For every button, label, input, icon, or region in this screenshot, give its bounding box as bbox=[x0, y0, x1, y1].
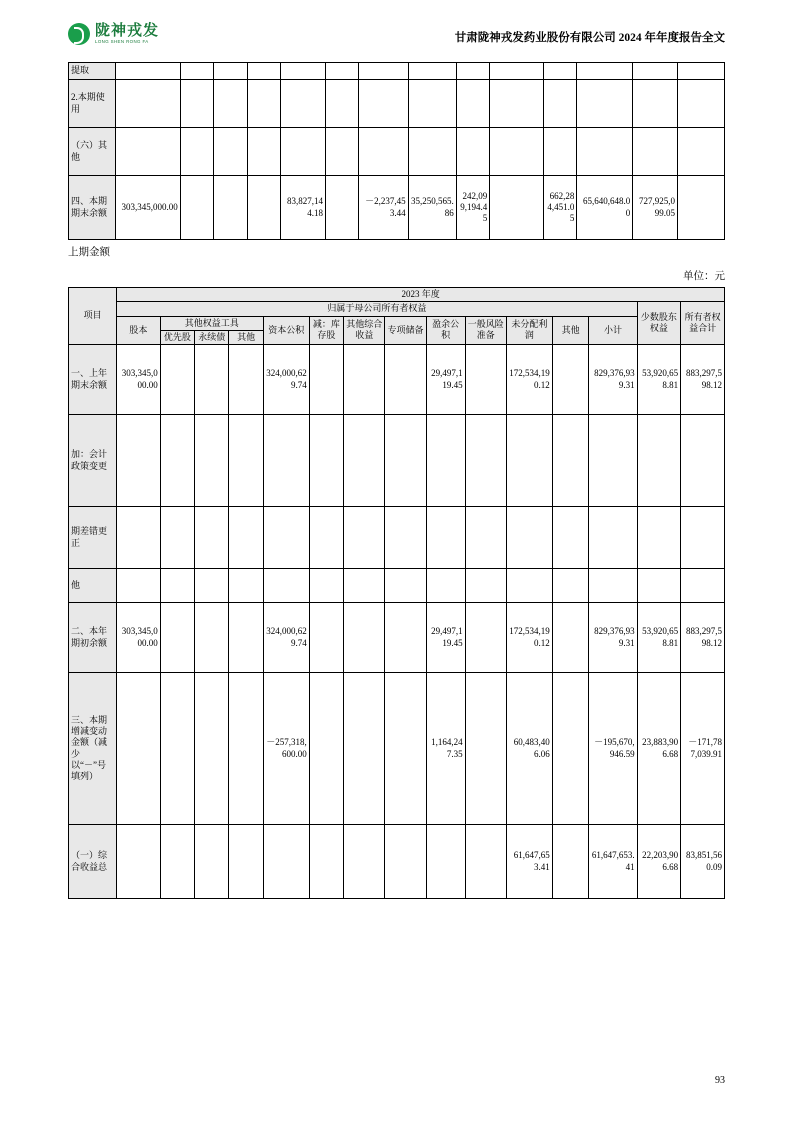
cell bbox=[589, 507, 637, 569]
cell bbox=[408, 128, 456, 176]
cell bbox=[589, 415, 637, 507]
cell: 324,000,629.74 bbox=[263, 603, 309, 673]
cell: 61,647,653.41 bbox=[506, 825, 552, 899]
row-label: 期差错更正 bbox=[69, 507, 117, 569]
group-header-other-equity-instruments: 其他权益工具 bbox=[160, 316, 263, 330]
cell bbox=[195, 673, 229, 825]
cell bbox=[490, 63, 544, 80]
cell bbox=[359, 63, 408, 80]
cell: －2,237,453.44 bbox=[359, 176, 408, 240]
cell bbox=[637, 507, 681, 569]
cell bbox=[325, 176, 359, 240]
cell: 324,000,629.74 bbox=[263, 345, 309, 415]
column-header-undistributed-profit: 未分配利润 bbox=[506, 316, 552, 345]
cell bbox=[309, 507, 343, 569]
cell bbox=[344, 507, 385, 569]
cell bbox=[115, 80, 180, 128]
cell bbox=[263, 507, 309, 569]
cell bbox=[385, 507, 426, 569]
cell: 23,883,906.68 bbox=[637, 673, 681, 825]
cell bbox=[344, 415, 385, 507]
table-row bbox=[69, 63, 725, 80]
table-row bbox=[69, 569, 725, 603]
cell bbox=[465, 569, 506, 603]
cell bbox=[552, 415, 589, 507]
cell bbox=[247, 63, 281, 80]
cell: 61,647,653.41 bbox=[589, 825, 637, 899]
cell bbox=[426, 825, 465, 899]
cell bbox=[552, 603, 589, 673]
cell bbox=[552, 569, 589, 603]
cell bbox=[456, 128, 490, 176]
row-label: 他 bbox=[69, 569, 117, 603]
cell bbox=[385, 673, 426, 825]
cell: 303,345,000.00 bbox=[117, 603, 161, 673]
column-header-less-treasury: 减：库存股 bbox=[309, 316, 343, 345]
cell bbox=[247, 80, 281, 128]
cell bbox=[195, 603, 229, 673]
cell bbox=[229, 603, 263, 673]
year-header: 2023 年度 bbox=[117, 288, 725, 302]
cell bbox=[195, 345, 229, 415]
cell bbox=[195, 825, 229, 899]
cell bbox=[677, 63, 724, 80]
cell bbox=[408, 80, 456, 128]
cell bbox=[490, 80, 544, 128]
cell bbox=[589, 569, 637, 603]
cell bbox=[633, 128, 678, 176]
cell bbox=[506, 415, 552, 507]
cell: 883,297,598.12 bbox=[681, 345, 725, 415]
logo-text bbox=[95, 24, 159, 44]
cell bbox=[408, 63, 456, 80]
cell: －171,787,039.91 bbox=[681, 673, 725, 825]
cell bbox=[677, 176, 724, 240]
cell bbox=[309, 569, 343, 603]
cell: 172,534,190.12 bbox=[506, 603, 552, 673]
cell bbox=[117, 825, 161, 899]
cell: 727,925,099.05 bbox=[633, 176, 678, 240]
cell bbox=[506, 569, 552, 603]
column-header-general-risk: 一般风险准备 bbox=[465, 316, 506, 345]
cell bbox=[552, 345, 589, 415]
column-header-perpetual: 永续债 bbox=[195, 330, 229, 344]
row-label: 一、上年期末余额 bbox=[69, 345, 117, 415]
column-header-subtotal: 小计 bbox=[589, 316, 637, 345]
cell bbox=[160, 569, 194, 603]
cell bbox=[325, 80, 359, 128]
cell: 22,203,906.68 bbox=[637, 825, 681, 899]
cell: 242,099,194.45 bbox=[456, 176, 490, 240]
cell bbox=[577, 80, 633, 128]
cell bbox=[214, 63, 248, 80]
cell: －195,670,946.59 bbox=[589, 673, 637, 825]
cell bbox=[180, 176, 214, 240]
cell bbox=[117, 415, 161, 507]
cell bbox=[247, 176, 281, 240]
logo-mark-icon bbox=[68, 23, 90, 45]
unit-note: 单位：元 bbox=[683, 271, 725, 282]
table-row bbox=[69, 345, 725, 415]
cell bbox=[214, 80, 248, 128]
column-header-other-instrument: 其他 bbox=[229, 330, 263, 344]
cell bbox=[552, 673, 589, 825]
logo-chinese-name: 陇神戎发 bbox=[95, 22, 160, 39]
cell bbox=[681, 569, 725, 603]
cell bbox=[263, 415, 309, 507]
cell bbox=[359, 80, 408, 128]
column-header-other: 其他 bbox=[552, 316, 589, 345]
cell bbox=[263, 825, 309, 899]
cell bbox=[465, 673, 506, 825]
cell bbox=[426, 507, 465, 569]
cell bbox=[281, 128, 326, 176]
cell bbox=[281, 63, 326, 80]
cell: 29,497,119.45 bbox=[426, 603, 465, 673]
cell bbox=[465, 825, 506, 899]
cell bbox=[214, 128, 248, 176]
column-header-share-capital: 股本 bbox=[117, 316, 161, 345]
cell bbox=[637, 569, 681, 603]
previous-period-note: 上期金额 bbox=[68, 247, 110, 258]
cell bbox=[195, 569, 229, 603]
cell bbox=[577, 63, 633, 80]
cell: 29,497,119.45 bbox=[426, 345, 465, 415]
cell bbox=[426, 569, 465, 603]
cell bbox=[577, 128, 633, 176]
table-row bbox=[69, 507, 725, 569]
cell bbox=[456, 80, 490, 128]
cell bbox=[229, 507, 263, 569]
cell: 883,297,598.12 bbox=[681, 603, 725, 673]
table-row bbox=[69, 80, 725, 128]
cell bbox=[506, 507, 552, 569]
cell bbox=[344, 345, 385, 415]
cell bbox=[465, 603, 506, 673]
table-row bbox=[69, 415, 725, 507]
cell bbox=[309, 415, 343, 507]
cell bbox=[465, 507, 506, 569]
cell bbox=[309, 673, 343, 825]
cell bbox=[344, 569, 385, 603]
cell bbox=[281, 80, 326, 128]
cell: 303,345,000.00 bbox=[115, 176, 180, 240]
cell bbox=[160, 507, 194, 569]
cell: 83,827,144.18 bbox=[281, 176, 326, 240]
cell bbox=[490, 128, 544, 176]
cell bbox=[385, 415, 426, 507]
cell bbox=[309, 345, 343, 415]
table-row bbox=[69, 603, 725, 673]
cell bbox=[195, 415, 229, 507]
cell bbox=[633, 63, 678, 80]
cell bbox=[180, 80, 214, 128]
cell bbox=[229, 569, 263, 603]
group-header-parent-equity: 归属于母公司所有者权益 bbox=[117, 302, 637, 316]
cell bbox=[229, 673, 263, 825]
cell bbox=[677, 128, 724, 176]
cell bbox=[552, 507, 589, 569]
cell bbox=[344, 603, 385, 673]
cell bbox=[543, 128, 577, 176]
cell bbox=[160, 603, 194, 673]
owners-equity-change-table bbox=[68, 287, 725, 899]
company-logo bbox=[68, 23, 159, 45]
page-title: 甘肃陇神戎发药业股份有限公司 2024 年年度报告全文 bbox=[454, 32, 725, 44]
cell bbox=[456, 63, 490, 80]
cell bbox=[552, 825, 589, 899]
table-row bbox=[69, 128, 725, 176]
table-header-row bbox=[69, 288, 725, 302]
cell: 60,483,406.06 bbox=[506, 673, 552, 825]
row-label: 2.本期使用 bbox=[69, 80, 116, 128]
cell bbox=[214, 176, 248, 240]
cell bbox=[309, 825, 343, 899]
row-label: 三、本期增减变动金额（减少以“－”号填列） bbox=[69, 673, 117, 825]
cell: 303,345,000.00 bbox=[117, 345, 161, 415]
cell bbox=[677, 80, 724, 128]
cell bbox=[344, 673, 385, 825]
column-header-total: 所有者权益合计 bbox=[681, 302, 725, 345]
cell bbox=[465, 345, 506, 415]
cell bbox=[385, 569, 426, 603]
cell bbox=[633, 80, 678, 128]
row-label: 加：会计政策变更 bbox=[69, 415, 117, 507]
cell bbox=[247, 128, 281, 176]
row-label: 四、本期期末余额 bbox=[69, 176, 116, 240]
cell bbox=[385, 345, 426, 415]
cell bbox=[359, 128, 408, 176]
column-header-minority: 少数股东权益 bbox=[637, 302, 681, 345]
table-header-row bbox=[69, 302, 725, 316]
column-header-other-comprehensive: 其他综合收益 bbox=[344, 316, 385, 345]
column-header-surplus-reserve: 盈余公积 bbox=[426, 316, 465, 345]
cell bbox=[229, 345, 263, 415]
cell bbox=[117, 507, 161, 569]
cell bbox=[115, 128, 180, 176]
cell bbox=[426, 415, 465, 507]
cell bbox=[325, 128, 359, 176]
cell bbox=[325, 63, 359, 80]
table-row bbox=[69, 176, 725, 240]
logo-english-name: LONG SHEN RONG FA bbox=[95, 38, 149, 44]
cell: 172,534,190.12 bbox=[506, 345, 552, 415]
cell bbox=[160, 345, 194, 415]
cell bbox=[180, 128, 214, 176]
cell bbox=[309, 603, 343, 673]
cell bbox=[681, 507, 725, 569]
cell: 829,376,939.31 bbox=[589, 345, 637, 415]
cell bbox=[385, 825, 426, 899]
cell: 65,640,648.00 bbox=[577, 176, 633, 240]
cell bbox=[229, 825, 263, 899]
cell bbox=[637, 415, 681, 507]
cell bbox=[465, 415, 506, 507]
continued-equity-table bbox=[68, 62, 725, 240]
cell bbox=[263, 569, 309, 603]
cell: 1,164,247.35 bbox=[426, 673, 465, 825]
cell bbox=[115, 63, 180, 80]
cell bbox=[117, 673, 161, 825]
cell: 35,250,565.86 bbox=[408, 176, 456, 240]
page-number: 93 bbox=[715, 1075, 725, 1086]
cell bbox=[160, 415, 194, 507]
cell bbox=[160, 673, 194, 825]
cell: 53,920,658.81 bbox=[637, 345, 681, 415]
table-row bbox=[69, 825, 725, 899]
cell bbox=[229, 415, 263, 507]
column-header-special-reserve: 专项储备 bbox=[385, 316, 426, 345]
cell: 829,376,939.31 bbox=[589, 603, 637, 673]
row-label: 二、本年期初余额 bbox=[69, 603, 117, 673]
cell: 53,920,658.81 bbox=[637, 603, 681, 673]
cell bbox=[490, 176, 544, 240]
table-row bbox=[69, 673, 725, 825]
cell: －257,318,600.00 bbox=[263, 673, 309, 825]
cell bbox=[385, 603, 426, 673]
table-header-row bbox=[69, 316, 725, 330]
column-header-capital-reserve: 资本公积 bbox=[263, 316, 309, 345]
row-label: （六）其他 bbox=[69, 128, 116, 176]
column-header-item: 项目 bbox=[69, 288, 117, 345]
page-header bbox=[68, 0, 725, 62]
cell bbox=[117, 569, 161, 603]
cell bbox=[543, 63, 577, 80]
cell bbox=[681, 415, 725, 507]
cell: 662,284,451.05 bbox=[543, 176, 577, 240]
cell bbox=[344, 825, 385, 899]
cell bbox=[160, 825, 194, 899]
cell bbox=[180, 63, 214, 80]
cell bbox=[543, 80, 577, 128]
cell bbox=[195, 507, 229, 569]
row-label: （一）综合收益总 bbox=[69, 825, 117, 899]
column-header-preferred: 优先股 bbox=[160, 330, 194, 344]
cell: 83,851,560.09 bbox=[681, 825, 725, 899]
row-label: 提取 bbox=[69, 63, 116, 80]
